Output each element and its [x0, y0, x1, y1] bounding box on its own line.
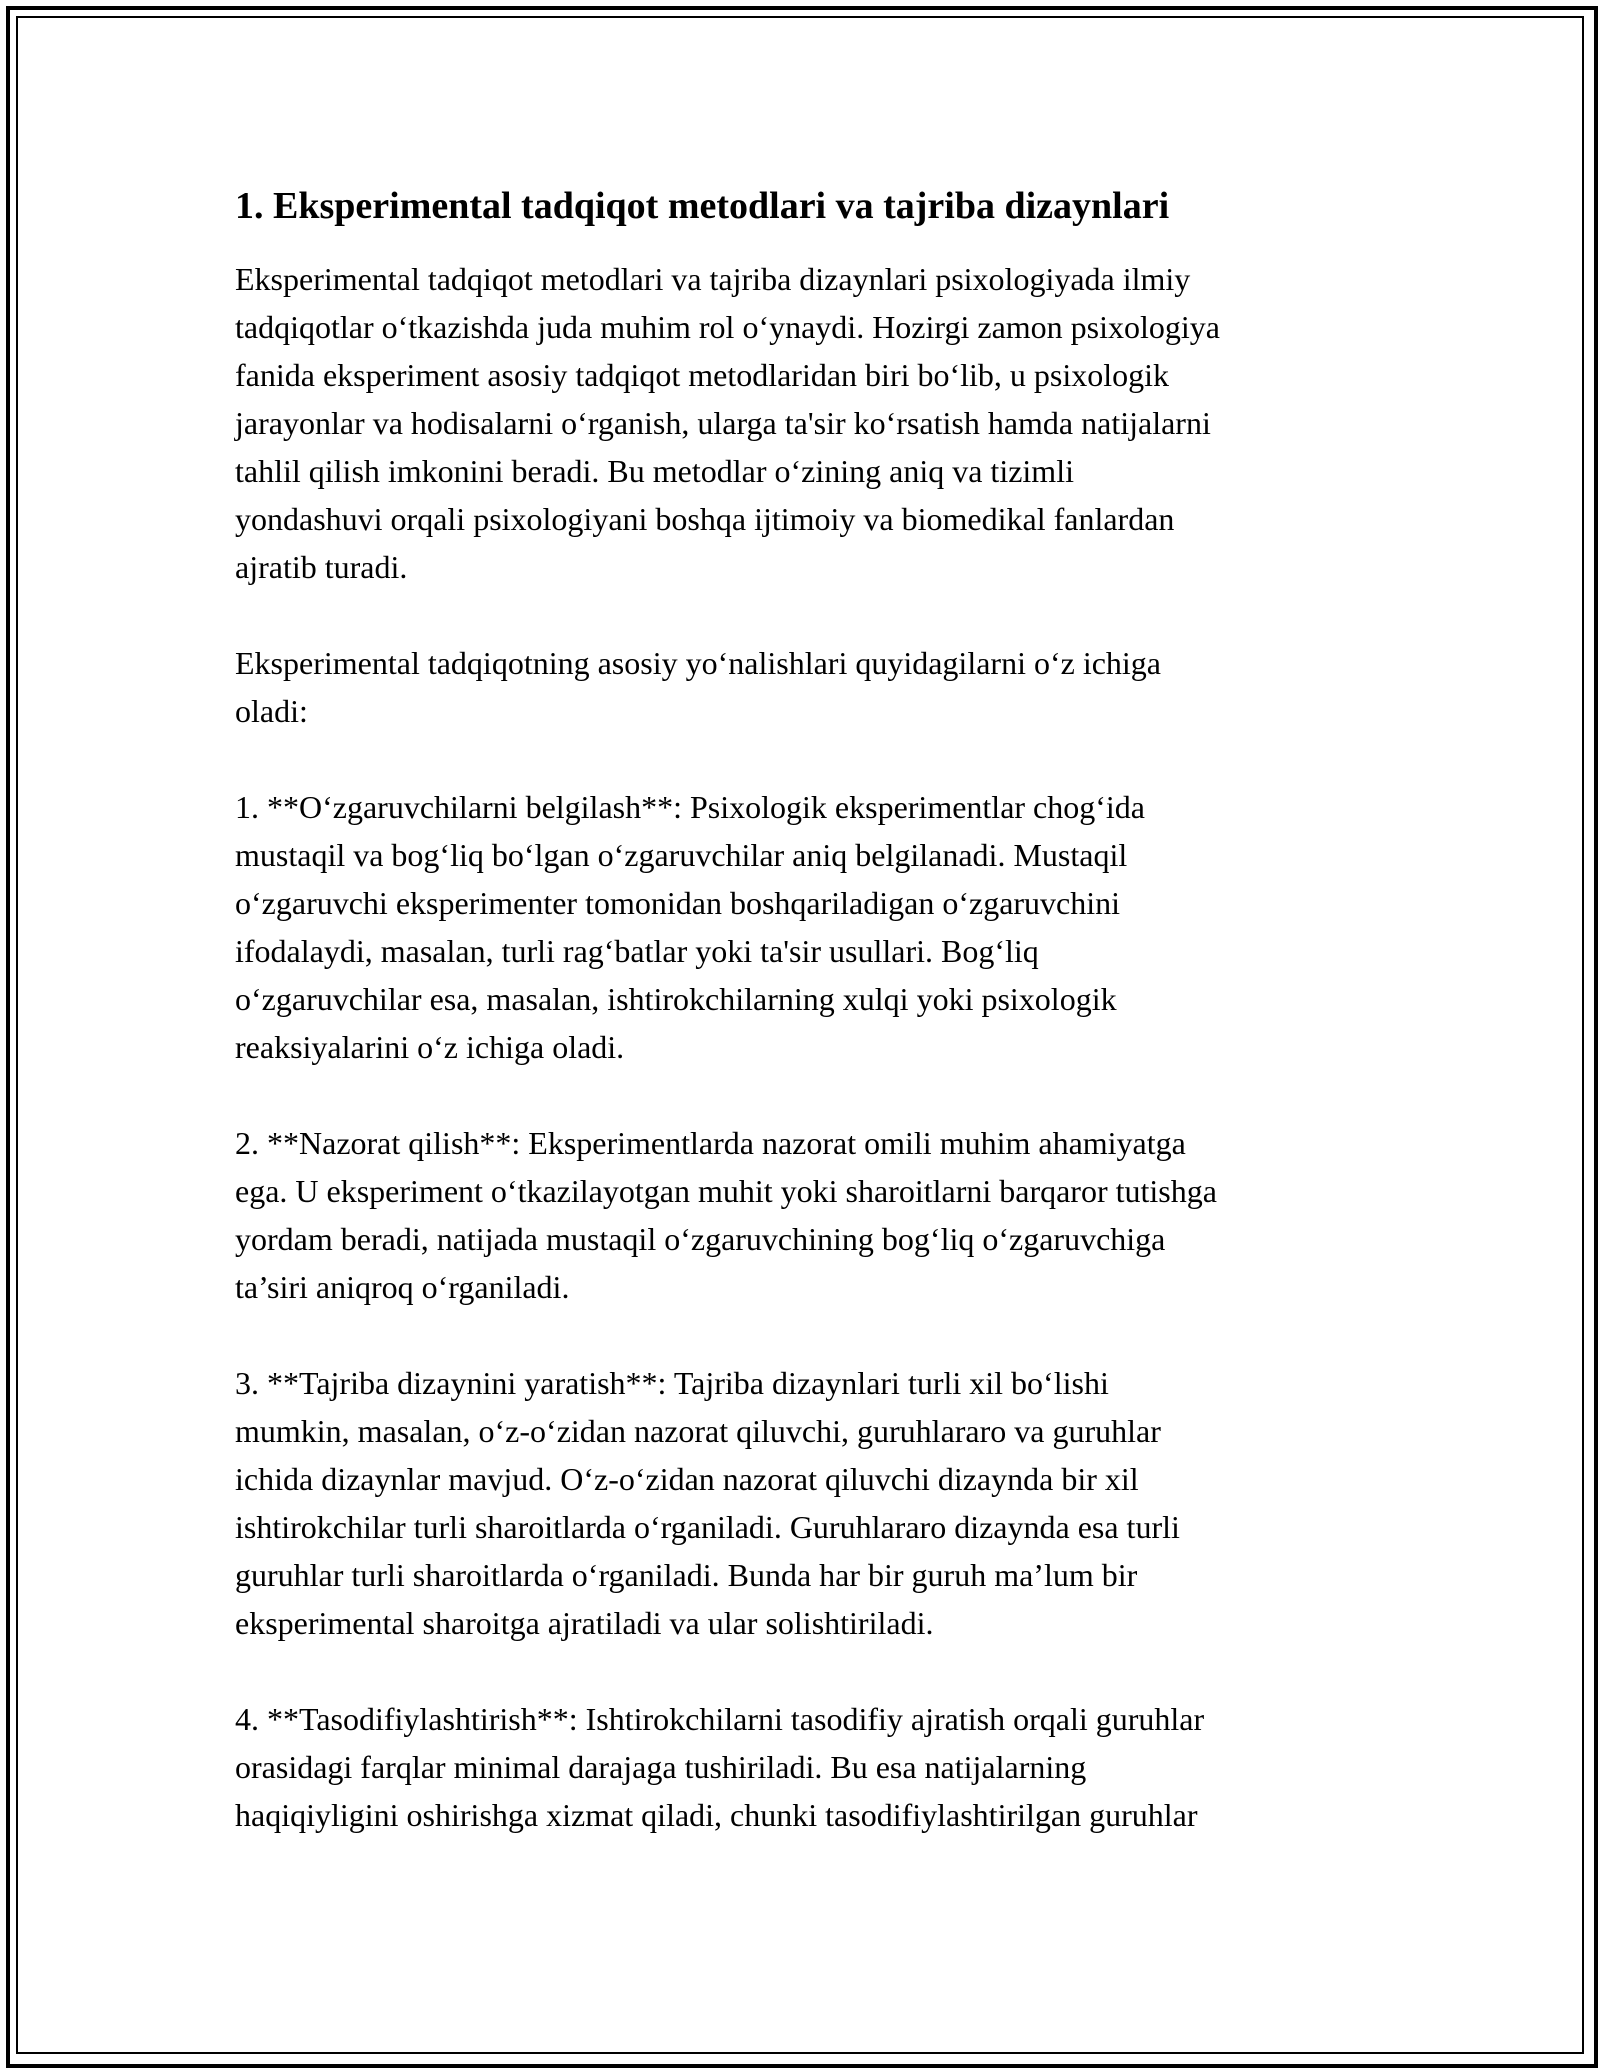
section-heading: 1. Eksperimental tadqiqot metodlari va tajriba dizaynlari [235, 185, 1170, 227]
paragraph-item-4: 4. **Tasodifiylashtirish**: Ishtirokchilarni tasodifiy ajratish orqali guruhlar orasidagi farqlar minimal darajaga tushiriladi. Bu esa natijalarning haqiqiyligini oshirishga xizmat qiladi, chunki tasodifiylashtirilgan guruhlar [235, 1701, 1205, 1834]
paragraph-item-2: 2. **Nazorat qilish**: Eksperimentlarda nazorat omili muhim ahamiyatga ega. U eksperiment o‘tkazilayotgan muhit yoki sharoitlarni barqaror tutishga yordam beradi, natijada mustaqil o‘zgaruvchining bog‘liq o‘zgaruvchiga ta’siri aniqroq o‘rganiladi. [235, 1125, 1217, 1306]
paragraph-item-3: 3. **Tajriba dizaynini yaratish**: Tajriba dizaynlari turli xil bo‘lishi mumkin, masalan, o‘z-o‘zidan nazorat qiluvchi, guruhlararo va guruhlar ichida dizaynlar mavjud. O‘z-o‘zidan nazorat qiluvchi dizaynda bir xil ishtirokchilar turli sharoitlarda o‘rganiladi. Guruhlararo dizaynda esa turli guruhlar turli sharoitlarda o‘rganiladi. Bunda har bir guruh ma’lum bir eksperimental sharoitga ajratiladi va ular solishtiriladi. [235, 1365, 1180, 1642]
paragraph-intro: Eksperimental tadqiqot metodlari va tajriba dizaynlari psixologiyada ilmiy tadqiqotlar o‘tkazishda juda muhim rol o‘ynaydi. Hozirgi zamon psixologiya fanida eksperiment asosiy tadqiqot metodlaridan biri bo‘lib, u psixologik jarayonlar va hodisalarni o‘rganish, ularga ta'sir ko‘rsatish hamda natijalarni tahlil qilish imkonini beradi. Bu metodlar o‘zining aniq va tizimli yondashuvi orqali psixologiyani boshqa ijtimoiy va biomedikal fanlardan ajratib turadi. [235, 261, 1220, 586]
paragraph-directions: Eksperimental tadqiqotning asosiy yo‘nalishlari quyidagilarni o‘z ichiga oladi: [235, 645, 1161, 730]
paragraph-item-1: 1. **O‘zgaruvchilarni belgilash**: Psixologik eksperimentlar chog‘ida mustaqil va bog‘liq bo‘lgan o‘zgaruvchilar aniq belgilanadi. Mustaqil o‘zgaruvchi eksperimenter tomonidan boshqariladigan o‘zgaruvchini ifodalaydi, masalan, turli rag‘batlar yoki ta'sir usullari. Bog‘liq o‘zgaruvchilar esa, masalan, ishtirokchilarning xulqi yoki psixologik reaksiyalarini o‘z ichiga oladi. [235, 789, 1145, 1066]
document-body [235, 182, 1375, 1887]
